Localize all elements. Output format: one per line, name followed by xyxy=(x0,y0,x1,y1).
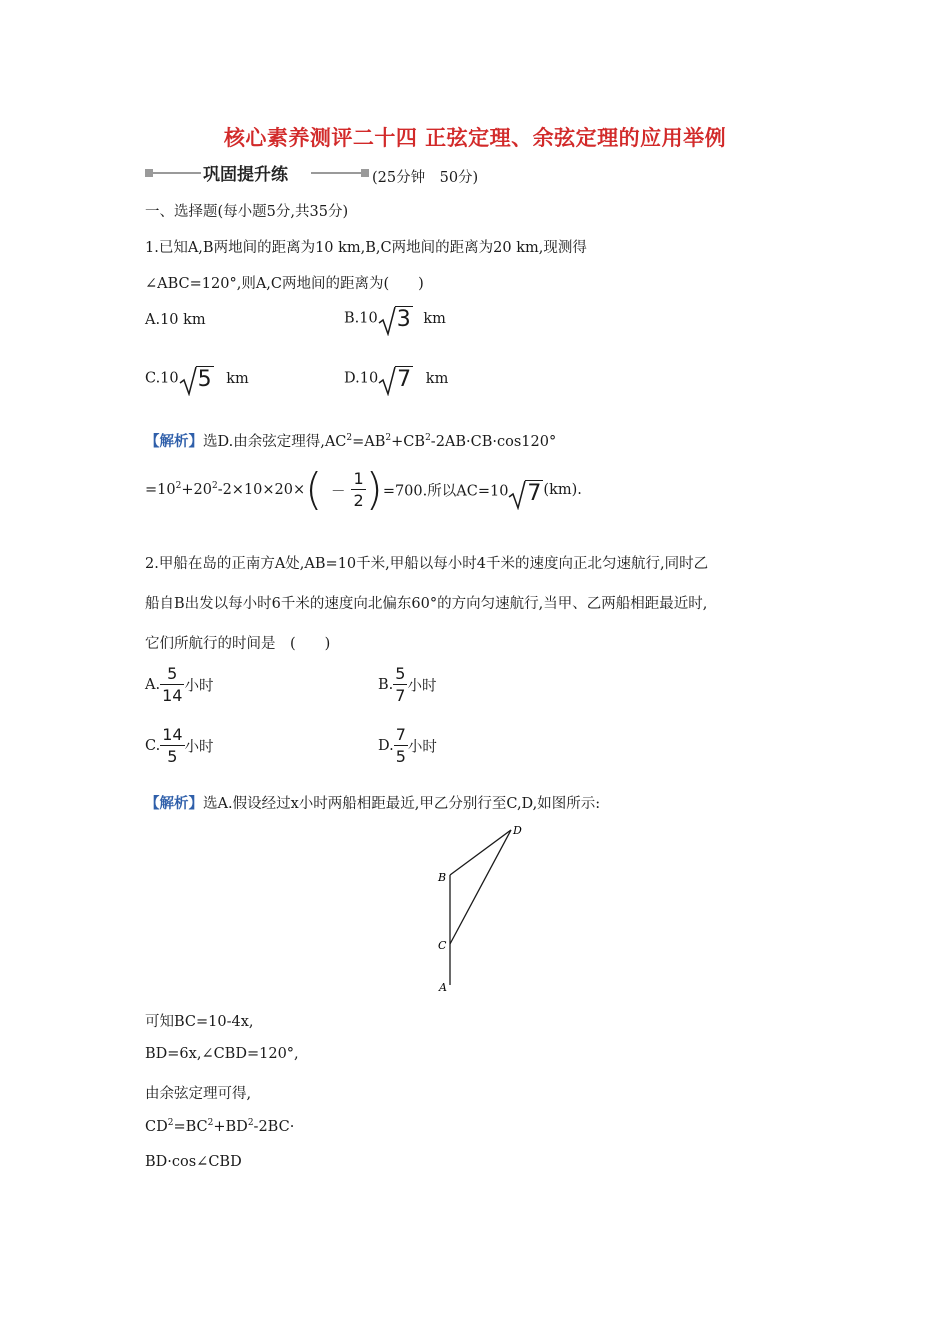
bar-left-dot xyxy=(145,169,153,177)
fraction-denominator: 2 xyxy=(353,491,364,510)
q2-stem-line2: 船自B出发以每小时6千米的速度向北偏东60°的方向匀速航行,当甲、乙两船相距最近时, xyxy=(145,596,708,612)
q2-sol-text: =BC xyxy=(173,1119,208,1135)
q2-line-bc: 可知BC=10-4x, xyxy=(145,1014,254,1030)
q1-solution-line2 xyxy=(145,464,582,515)
fraction xyxy=(393,666,407,704)
superscript: 2 xyxy=(385,433,392,443)
fraction xyxy=(394,727,408,765)
q2-sol-text: -2BC· xyxy=(253,1119,295,1135)
fraction-numerator: 5 xyxy=(160,666,184,685)
fraction xyxy=(351,471,365,509)
q2-line-cd xyxy=(145,1118,294,1135)
q2-sol-text: CD xyxy=(145,1119,168,1135)
fraction xyxy=(160,666,184,704)
q1-option-b-radicand: 3 xyxy=(396,307,411,332)
q2-line-bd: BD=6x,∠CBD=120°, xyxy=(145,1046,299,1062)
q1-sol-text: =700.所以AC=10 xyxy=(382,483,509,500)
q1-option-b-prefix: B.10 xyxy=(344,310,378,327)
q2-option-d xyxy=(378,727,437,765)
fraction-numerator: 1 xyxy=(353,469,364,488)
q1-sol-text: 选D.由余弦定理得,AC xyxy=(203,434,347,450)
minus-sign: － xyxy=(330,483,346,500)
q1-option-b-unit: km xyxy=(423,310,446,327)
q1-option-a: A.10 km xyxy=(145,312,206,328)
superscript: 2 xyxy=(425,433,431,443)
superscript: 2 xyxy=(167,1118,174,1128)
q1-option-d-radicand: 7 xyxy=(397,367,412,392)
left-paren: ( xyxy=(305,464,323,515)
superscript: 2 xyxy=(247,1118,254,1128)
fraction-denominator: 7 xyxy=(395,686,406,705)
option-prefix: A. xyxy=(145,677,161,693)
fraction-denominator: 5 xyxy=(167,747,178,766)
q2-stem-line3: 它们所航行的时间是 ( ) xyxy=(145,636,331,652)
q2-option-c xyxy=(145,727,214,765)
q1-option-d-unit: km xyxy=(425,370,449,387)
q2-solution-intro xyxy=(145,792,600,813)
q1-sol-text: -2×10×20× xyxy=(217,482,306,498)
right-paren: ) xyxy=(365,464,383,515)
jiexi-tag: 【解析】 xyxy=(145,795,203,812)
superscript: 2 xyxy=(211,481,218,491)
jiexi-tag: 【解析】 xyxy=(145,433,203,450)
q1-stem-line1: 1.已知A,B两地间的距离为10 km,B,C两地间的距离为20 km,现测得 xyxy=(145,240,587,256)
q2-stem-line1: 2.甲船在岛的正南方A处,AB=10千米,甲船以每小时4千米的速度向正北匀速航行,同时乙 xyxy=(145,556,709,572)
q2-option-a xyxy=(145,666,213,704)
q1-option-d xyxy=(344,366,448,391)
q1-option-c xyxy=(145,366,249,391)
q1-option-c-unit: km xyxy=(226,370,249,387)
q2-line-last: BD·cos∠CBD xyxy=(145,1154,242,1170)
fraction xyxy=(160,727,184,765)
label-d: D xyxy=(513,824,522,837)
option-unit: 小时 xyxy=(184,739,214,756)
option-prefix: B. xyxy=(378,677,394,693)
q1-sol-text: =10 xyxy=(145,482,176,498)
segment-bd xyxy=(450,830,511,875)
q1-sol-text: -2AB·CB·cos120° xyxy=(430,434,557,450)
option-prefix: D. xyxy=(378,738,394,754)
q1-sol-text: =AB xyxy=(352,434,386,450)
q1-option-c-radicand: 5 xyxy=(197,367,212,392)
q1-sol-text: +20 xyxy=(181,482,212,498)
q1-stem-line2: ∠ABC=120°,则A,C两地间的距离为( ) xyxy=(145,276,424,292)
option-unit: 小时 xyxy=(184,678,214,695)
q2-sol-text: 选A.假设经过x小时两船相距最近,甲乙分别行至C,D,如图所示: xyxy=(203,796,601,812)
bar-left-line xyxy=(153,172,201,174)
fraction-denominator: 14 xyxy=(162,686,183,705)
section-label: 巩固提升练 xyxy=(203,165,288,185)
page-title: 核心素养测评二十四 正弦定理、余弦定理的应用举例 xyxy=(223,126,727,150)
q1-option-d-prefix: D.10 xyxy=(344,370,379,387)
part-heading: 一、选择题(每小题5分,共35分) xyxy=(145,204,349,220)
section-time: (25分钟 50分) xyxy=(372,170,479,186)
q1-option-c-prefix: C.10 xyxy=(145,370,179,387)
label-a: A xyxy=(439,981,447,994)
q2-option-b xyxy=(378,666,436,704)
geometry-figure xyxy=(420,815,540,1000)
q1-solution-line1 xyxy=(145,430,556,451)
superscript: 2 xyxy=(346,433,353,443)
option-unit: 小时 xyxy=(407,739,437,756)
q2-sol-text: +BD xyxy=(213,1119,248,1135)
option-prefix: C. xyxy=(145,738,161,754)
q2-line-law: 由余弦定理可得, xyxy=(145,1086,252,1102)
segment-cd xyxy=(450,830,511,944)
bar-right-dot xyxy=(361,169,369,177)
q1-sol-text: (km). xyxy=(543,482,582,498)
superscript: 2 xyxy=(207,1118,214,1128)
sqrt-symbol xyxy=(378,366,413,391)
superscript: 2 xyxy=(175,481,182,491)
fraction-numerator: 7 xyxy=(395,725,406,744)
q1-option-b xyxy=(344,306,446,331)
fraction-numerator: 14 xyxy=(162,725,183,744)
label-b: B xyxy=(438,871,447,884)
sqrt-symbol xyxy=(378,306,413,331)
label-c: C xyxy=(438,939,447,952)
q1-sol-radicand: 7 xyxy=(527,480,542,506)
bar-right-line xyxy=(311,172,361,174)
sqrt-symbol xyxy=(179,366,214,391)
q1-sol-text: +CB xyxy=(391,434,426,450)
fraction-denominator: 5 xyxy=(395,747,406,766)
option-unit: 小时 xyxy=(407,678,437,695)
sqrt-symbol xyxy=(508,480,543,505)
fraction-numerator: 5 xyxy=(395,664,406,683)
